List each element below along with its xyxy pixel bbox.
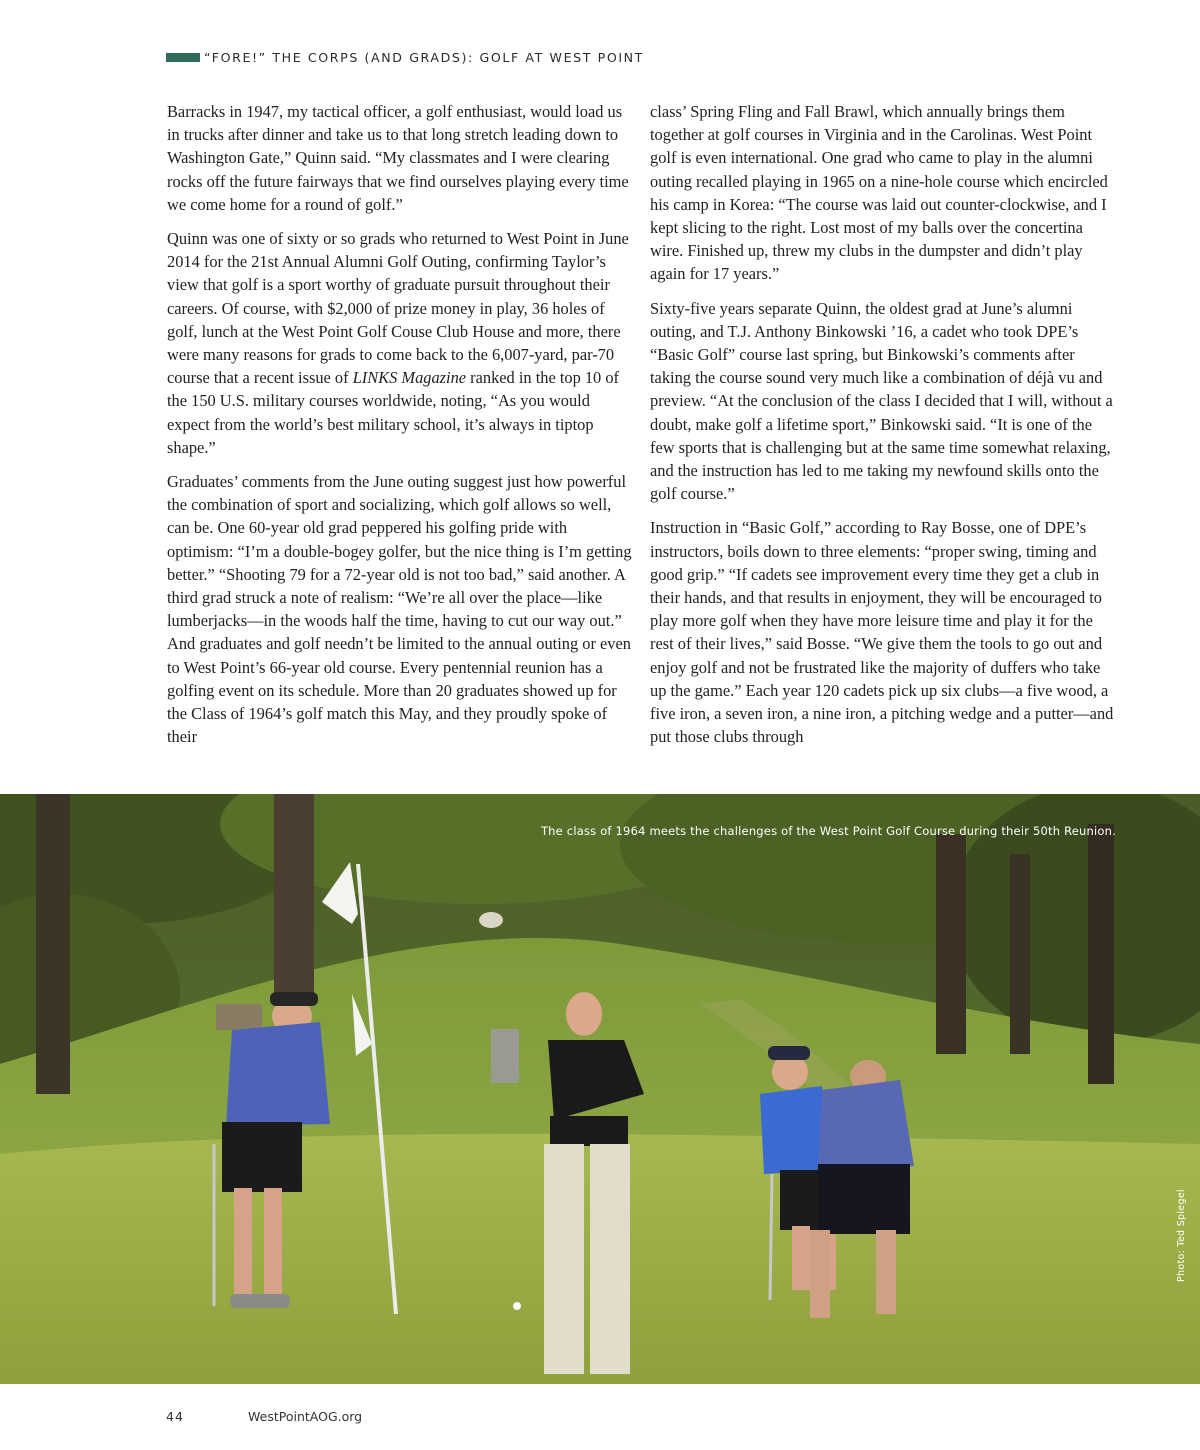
header-accent-bar	[166, 53, 200, 62]
header-title: “FORE!” THE CORPS (AND GRADS): GOLF AT WEST POINT	[204, 49, 644, 65]
golf-scene-illustration	[0, 794, 1200, 1384]
paragraph-text: Quinn was one of sixty or so grads who returned to West Point in June 2014 for the 21st Annual Alumni Golf Outing, confirming Taylor’s view that golf is a sport worthy of graduate pursuit throughout their careers. Of course, with $2,000 of prize money in play, 36 holes of golf, lunch at the West Point Golf Couse Club House and more, there were many reasons for grads to come back to the 6,007-yard, par-70 course that a recent issue of	[167, 229, 629, 388]
page-number: 44	[166, 1409, 184, 1424]
page-footer	[166, 1409, 362, 1424]
footer-site: WestPointAOG.org	[248, 1409, 363, 1424]
publication-title: LINKS Magazine	[352, 368, 467, 388]
golf-photo	[0, 794, 1200, 1384]
photo-caption: The class of 1964 meets the challenges of the West Point Golf Course during their 50th Reunion.	[540, 824, 1116, 838]
paragraph-text: ranked in the top 10 of the 150 U.S. military courses worldwide, noting, “As you would expect from the world’s best military school, it’s always in tiptop shape.”	[167, 368, 620, 457]
article-paragraph	[167, 227, 632, 459]
article-paragraph: Sixty-five years separate Quinn, the oldest grad at June’s alumni outing, and T.J. Anthony Binkowski ’16, a cadet who took DPE’s “Basic Golf” course last spring, but Binkowski’s comments after taking the course sound very much like a combination of déjà vu and preview. “At the conclusion of the class I decided that I will, without a doubt, make golf a lifetime sport,” Binkowski said. “It is one of the few sports that is challenging but at the same time somewhat relaxing, and the instruction has led to me taking my newfound skills onto the golf course.”	[650, 298, 1113, 504]
article-column-right	[650, 100, 1115, 759]
article-column-left	[167, 100, 632, 759]
running-header	[166, 48, 644, 66]
article-paragraph: Graduates’ comments from the June outing suggest just how powerful the combination of sport and socializing, which golf allows so well, can be. One 60-year old grad peppered his golfing pride with optimism: “I’m a double-bogey golfer, but the nice thing is I’m getting better.” “Shooting 79 for a 72-year old is not too bad,” said another. A third grad struck a note of realism: “We’re all over the place—like lumberjacks—in the woods half the time, having to cut our way out.” And graduates and golf needn’t be limited to the annual outing or even to West Point’s 66-year old course. Every pentennial reunion has a golfing event on its schedule. More than 20 graduates showed up for the Class of 1964’s golf match this May, and they proudly spoke of their	[167, 472, 632, 747]
photo-credit: Photo: Ted Spiegel	[1176, 1189, 1187, 1282]
article-paragraph: Instruction in “Basic Golf,” according to Ray Bosse, one of DPE’s instructors, boils down to three elements: “proper swing, timing and good grip.” “If cadets see improvement every time they get a club in their hands, and that results in enjoyment, they will be encouraged to play more golf when they have more leisure time and play it for the rest of their lives,” said Bosse. “We give them the tools to go out and enjoy golf and not be frustrated like the majority of duffers who take up the game.” Each year 120 cadets pick up six clubs—a five wood, a five iron, a seven iron, a nine iron, a pitching wedge and a putter—and put those clubs through	[650, 518, 1114, 747]
article-paragraph: class’ Spring Fling and Fall Brawl, which annually brings them together at golf courses in Virginia and in the Carolinas. West Point golf is even international. One grad who came to play in the alumni outing recalled playing in 1965 on a nine-hole course which encircled his camp in Korea: “The course was laid out counter-clockwise, and I kept slicing to the right. Lost most of my balls over the concertina wire. Finished up, threw my clubs in the dumpster and didn’t play again for 17 years.”	[650, 102, 1108, 284]
article-paragraph: Barracks in 1947, my tactical officer, a golf enthusiast, would load us in trucks after dinner and take us to that long stretch leading down to Washington Gate,” Quinn said. “My classmates and I were clearing rocks off the future fairways that we find ourselves playing every time we come home for a round of golf.”	[167, 102, 629, 214]
